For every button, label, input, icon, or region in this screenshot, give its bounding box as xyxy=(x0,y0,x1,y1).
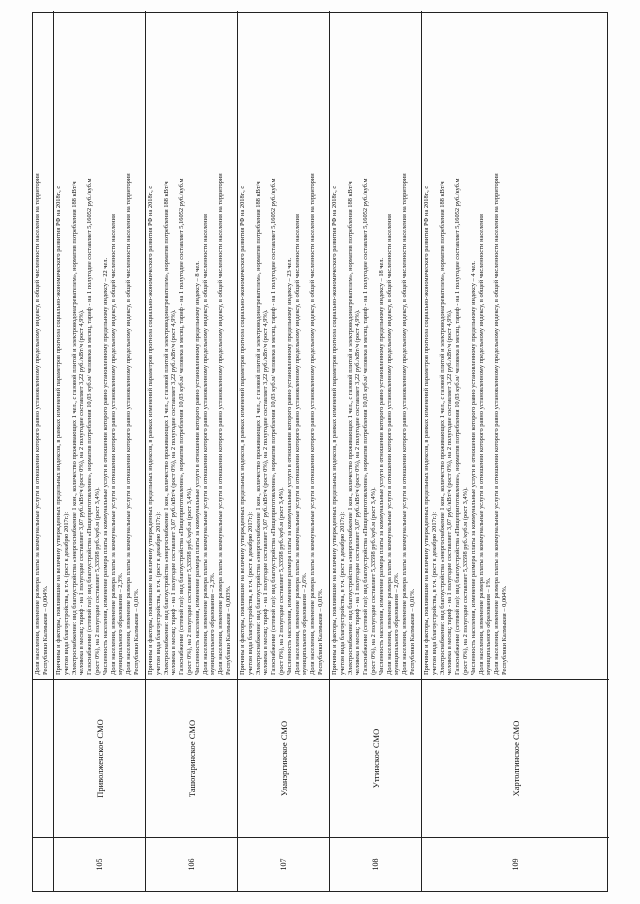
description-line: Численность населения, изменение размера платы за коммунальные услуги в отношении которого равно установленному предельному индексу – 22 чел. xyxy=(101,257,109,675)
row-description xyxy=(238,11,329,679)
description-line: учетом вида благоустройства, в т.ч. (рост к декабрю 2017г.): xyxy=(246,511,254,675)
row-number: 109 xyxy=(422,837,609,891)
description-line: Доля населения, изменение размера платы за коммунальные услуги в отношении которого равно установленному предельному индексу, в общей численности населения на территории xyxy=(34,173,41,675)
table-row xyxy=(145,11,237,891)
row-number: 106 xyxy=(146,837,237,891)
description-line: Доля населения, изменение размера платы за коммунальные услуги в отношении которого равно установленному предельному индексу, в общей численности населения xyxy=(477,214,485,675)
description-line: Газоснабжение (сетевой газ): вид благоустройства «Пищеприготовление», норматив потребления 10,03 куб.м/ человека в месяц, тариф - на 1 полугодие составляет 5,16052 руб./куб.м xyxy=(86,178,94,675)
description-line: Доля населения, изменение размера платы за коммунальные услуги в отношении которого равно установленному предельному индексу, в общей численности населения на территории xyxy=(309,173,317,675)
description-line: Республики Калмыкия – 0,004%. xyxy=(500,585,508,675)
description-line: Численность населения, изменение размера платы за коммунальные услуги в отношении которого равно установленному предельному индексу – 23 чел. xyxy=(285,257,293,675)
description-line: Численность населения, изменение размера платы за коммунальные услуги в отношении которого равно установленному предельному индексу – 18 чел. xyxy=(377,257,385,675)
description-line: муниципального образования – 1%. xyxy=(485,577,493,675)
tariff-table xyxy=(32,12,608,892)
row-description xyxy=(330,11,421,679)
description-line: Газоснабжение (сетевой газ): вид благоустройства «Пищеприготовление», норматив потребления 10,03 куб.м/ человека в месяц, тариф - на 1 полугодие составляет 5,16052 руб./куб.м xyxy=(454,178,462,675)
description-line: учетом вида благоустройства, в т.ч. (рост к декабрю 2017г.): xyxy=(154,511,162,675)
description-line: учетом вида благоустройства, в т.ч. (рост к декабрю 2017г.): xyxy=(338,511,346,675)
municipality-name: Ташогаринское СМО xyxy=(146,679,237,837)
description-line: человека в месяц; тариф - на 1 полугодие составляет 3,07 руб./кВт/ч (рост 0%), на 2 полугодие составляет 3,22 руб./кВт/ч (рост 4,9%). xyxy=(354,309,362,675)
description-line: (рост 0%), на 2 полугодие составляет 5,33598 руб./куб.м (рост 3,4%). xyxy=(185,487,193,675)
description-line: Причины и факторы, повлиявшие на величину утвержденных предельных индексов, в рамках изменений параметров прогноза социально-экономического развития РФ на 2018г., с xyxy=(423,185,430,675)
description-line: (рост 0%), на 2 полугодие составляет 5,33598 руб./куб.м (рост 3,4%). xyxy=(277,487,285,675)
description-line: (рост 0%), на 2 полугодие составляет 5,33598 руб./куб.м (рост 3,4%). xyxy=(461,487,469,675)
row-number xyxy=(33,837,53,891)
description-line: Причины и факторы, повлиявшие на величину утвержденных предельных индексов, в рамках изменений параметров прогноза социально-экономического развития РФ на 2018г., с xyxy=(55,185,62,675)
description-line: Республики Калмыкия – 0,01%. xyxy=(316,588,324,675)
municipality-name: Уланэргинское СМО xyxy=(238,679,329,837)
description-line: человека в месяц; тариф - на 1 полугодие составляет 3,07 руб./кВт/ч (рост 0%), на 2 полугодие составляет 3,22 руб./кВт/ч (рост 4,9%). xyxy=(78,309,86,675)
description-line: Электроснабжение: вид благоустройства «энергоснабжение 1 кон., количество проживающих 1 чел., с газовой плитой и электроводонагревателем», норматив потребления 188 кВт/ч xyxy=(254,181,262,675)
row-description xyxy=(146,11,237,679)
description-line: Доля населения, изменение размера платы за коммунальные услуги в отношении которого равно установленному предельному индексу, в общей численности населения на территории xyxy=(125,173,133,675)
description-line: человека в месяц; тариф - на 1 полугодие составляет 3,07 руб./кВт/ч (рост 0%), на 2 полугодие составляет 3,22 руб./кВт/ч (рост 4,9%). xyxy=(262,309,270,675)
rotated-table-wrapper xyxy=(32,12,608,892)
row-number: 105 xyxy=(54,837,145,891)
description-line: Электроснабжение: вид благоустройства «энергоснабжение 1 кон., количество проживающих 1 чел., с газовой плитой и электроводонагревателем», норматив потребления 188 кВт/ч xyxy=(162,181,170,675)
description-line: муниципального образования – 2,3%. xyxy=(209,572,217,675)
description-line: Электроснабжение: вид благоустройства «энергоснабжение 1 кон., количество проживающих 1 чел., с газовой плитой и электроводонагревателем», норматив потребления 188 кВт/ч xyxy=(346,181,354,675)
description-line: Республики Калмыкия – 0,01%. xyxy=(132,588,140,675)
description-line: Доля населения, изменение размера платы за коммунальные услуги в отношении которого равно установленному предельному индексу, в общей численности населения xyxy=(109,214,117,675)
description-line: Республики Калмыкия – 0,004%. xyxy=(41,585,49,675)
municipality-name: Приволженское СМО xyxy=(54,679,145,837)
description-line: Газоснабжение (сетевой газ): вид благоустройства «Пищеприготовление», норматив потребления 10,03 куб.м/ человека в месяц, тариф - на 1 полугодие составляет 5,16052 руб./куб.м xyxy=(178,178,186,675)
description-line: Причины и факторы, повлиявшие на величину утвержденных предельных индексов, в рамках изменений параметров прогноза социально-экономического развития РФ на 2018г., с xyxy=(331,185,338,675)
row-number: 108 xyxy=(330,837,421,891)
row-number: 107 xyxy=(238,837,329,891)
description-line: Численность населения, изменение размера платы за коммунальные услуги в отношении которого равно установленному предельному индексу – 8 чел. xyxy=(193,261,201,675)
description-line: человека в месяц; тариф - на 1 полугодие составляет 3,07 руб./кВт/ч (рост 0%), на 2 полугодие составляет 3,22 руб./кВт/ч (рост 4,9%). xyxy=(170,309,178,675)
table-row xyxy=(33,11,53,891)
description-line: муниципального образования – 2,3%. xyxy=(117,572,125,675)
description-line: человека в месяц; тариф - на 1 полугодие составляет 3,07 руб./кВт/ч (рост 0%), на 2 полугодие составляет 3,22 руб./кВт/ч (рост 4,9%). xyxy=(446,309,454,675)
description-line: учетом вида благоустройства, в т.ч. (рост к декабрю 2017г.): xyxy=(430,511,438,675)
description-line: Доля населения, изменение размера платы за коммунальные услуги в отношении которого равно установленному предельному индексу, в общей численности населения на территории xyxy=(493,173,501,675)
municipality-name: Хартолгинское СМО xyxy=(422,679,609,837)
municipality-name xyxy=(33,679,53,837)
description-line: учетом вида благоустройства, в т.ч. (рост к декабрю 2017г.): xyxy=(62,511,70,675)
description-line: Доля населения, изменение размера платы за коммунальные услуги в отношении которого равно установленному предельному индексу, в общей численности населения xyxy=(201,214,209,675)
description-line: Причины и факторы, повлиявшие на величину утвержденных предельных индексов, в рамках изменений параметров прогноза социально-экономического развития РФ на 2018г., с xyxy=(239,185,246,675)
description-line: Доля населения, изменение размера платы за коммунальные услуги в отношении которого равно установленному предельному индексу, в общей численности населения на территории xyxy=(217,173,225,675)
row-description xyxy=(54,11,145,679)
description-line: Газоснабжение (сетевой газ): вид благоустройства «Пищеприготовление», норматив потребления 10,03 куб.м/ человека в месяц, тариф - на 1 полугодие составляет 5,16052 руб./куб.м xyxy=(270,178,278,675)
description-line: Республики Калмыкия – 0,01%. xyxy=(408,588,416,675)
description-line: Электроснабжение: вид благоустройства «энергоснабжение 1 кон., количество проживающих 1 чел., с газовой плитой и электроводонагревателем», норматив потребления 188 кВт/ч xyxy=(70,181,78,675)
row-description xyxy=(33,11,53,679)
table-row xyxy=(237,11,329,891)
description-line: Электроснабжение: вид благоустройства «энергоснабжение 1 кон., количество проживающих 1 чел., с газовой плитой и электроводонагревателем», норматив потребления 188 кВт/ч xyxy=(438,181,446,675)
description-line: Причины и факторы, повлиявшие на величину утвержденных предельных индексов, в рамках изменений параметров прогноза социально-экономического развития РФ на 2018г., с xyxy=(147,185,154,675)
description-line: Газоснабжение (сетевой газ): вид благоустройства «Пищеприготовление», норматив потребления 10,03 куб.м/ человека в месяц, тариф - на 1 полугодие составляет 5,16052 руб./куб.м xyxy=(362,178,370,675)
table-row xyxy=(53,11,145,891)
description-line: Численность населения, изменение размера платы за коммунальные услуги в отношении которого равно установленному предельному индексу – 4 чел. xyxy=(469,261,477,675)
description-line: муниципального образования – 2,6%. xyxy=(393,572,401,675)
description-line: муниципального образования – 2,6%. xyxy=(301,572,309,675)
description-line: (рост 0%), на 2 полугодие составляет 5,33598 руб./куб.м (рост 3,4%). xyxy=(369,487,377,675)
description-line: Доля населения, изменение размера платы за коммунальные услуги в отношении которого равно установленному предельному индексу, в общей численности населения xyxy=(293,214,301,675)
table-row xyxy=(421,11,609,891)
description-line: Республики Калмыкия – 0,003%. xyxy=(224,585,232,675)
description-line: (рост 0%), на 2 полугодие составляет 5,33598 руб./куб.м (рост 3,4%). xyxy=(93,487,101,675)
row-description xyxy=(422,11,609,679)
description-line: Доля населения, изменение размера платы за коммунальные услуги в отношении которого равно установленному предельному индексу, в общей численности населения на территории xyxy=(401,173,409,675)
description-line: Доля населения, изменение размера платы за коммунальные услуги в отношении которого равно установленному предельному индексу, в общей численности населения xyxy=(385,214,393,675)
table-row xyxy=(329,11,421,891)
municipality-name: Утгинское СМО xyxy=(330,679,421,837)
